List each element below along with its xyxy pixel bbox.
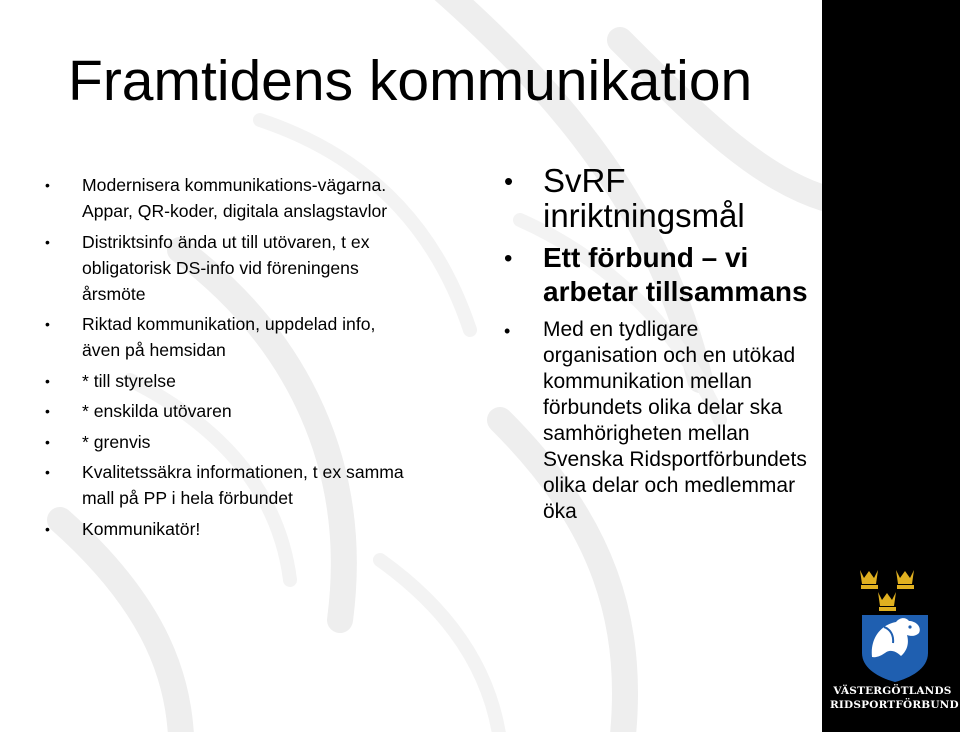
motto-text: Ett förbund – vi arbetar tillsammans bbox=[543, 242, 808, 307]
left-bullet-list bbox=[45, 172, 412, 546]
list-item-motto bbox=[504, 241, 813, 309]
bullet-icon: • bbox=[45, 233, 50, 250]
slide-title: Framtidens kommunikation bbox=[68, 49, 753, 113]
list-item-text: Kommunikatör! bbox=[82, 518, 201, 539]
list-item-text: Modernisera kommunikations-vägarna. Appar, QR-koder, digitala anslagstavlor bbox=[82, 175, 388, 221]
bullet-icon: • bbox=[504, 245, 513, 272]
list-item-text: Kvalitetssäkra informationen, t ex samma mall på PP i hela förbundet bbox=[82, 462, 404, 508]
list-item bbox=[45, 429, 412, 455]
bullet-icon: • bbox=[504, 166, 514, 196]
bullet-icon: • bbox=[45, 433, 50, 450]
list-item-heading bbox=[504, 162, 813, 234]
bullet-icon: • bbox=[45, 316, 50, 332]
logo-name-line1: VÄSTERGÖTLANDS bbox=[833, 685, 952, 697]
bullet-icon: • bbox=[45, 372, 50, 389]
list-item bbox=[45, 459, 412, 511]
goal-text: Med en tydligare organisation och en utökad kommunikation mellan förbundets olika delar ska samhörigheten mellan Svenska Ridsportförbundets olika delar och medlemmar öka bbox=[543, 318, 807, 523]
list-item bbox=[45, 398, 412, 424]
bullet-icon: • bbox=[45, 464, 50, 480]
list-item-text: * grenvis bbox=[82, 431, 151, 452]
goals-heading: SvRF inriktningsmål bbox=[543, 162, 745, 234]
list-item bbox=[45, 516, 412, 542]
district-logo bbox=[830, 565, 959, 715]
list-item bbox=[45, 368, 412, 394]
right-bullet-list bbox=[504, 162, 813, 525]
list-item bbox=[45, 311, 412, 363]
list-item-text: Riktad kommunikation, uppdelad info, även på hemsidan bbox=[82, 314, 376, 360]
bullet-icon: • bbox=[504, 321, 511, 341]
list-item-text: * till styrelse bbox=[82, 370, 176, 391]
list-item-text: Distriktsinfo ända ut till utövaren, t ex obligatorisk DS-info vid föreningens årsmöte bbox=[82, 231, 370, 304]
crowns-horse-shield-icon bbox=[830, 565, 955, 683]
bullet-icon: • bbox=[45, 520, 50, 537]
list-item bbox=[45, 172, 412, 224]
list-item-goal bbox=[504, 317, 813, 525]
list-item-text: * enskilda utövaren bbox=[82, 401, 232, 421]
bullet-icon: • bbox=[45, 403, 50, 419]
list-item bbox=[45, 229, 412, 307]
bullet-icon: • bbox=[45, 177, 50, 193]
logo-name-line2: RIDSPORTFÖRBUND bbox=[830, 699, 959, 711]
